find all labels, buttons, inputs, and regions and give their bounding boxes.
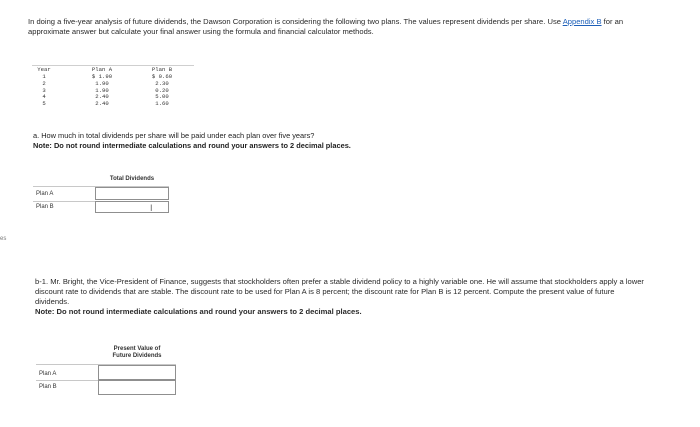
text-cursor-icon: I (150, 203, 153, 213)
question-a-text: a. How much in total dividends per share will be paid under each plan over five years? (33, 131, 315, 140)
year-cell: 2 (42, 79, 46, 87)
question-a-note: Note: Do not round intermediate calculations and round your answers to 2 decimal places. (33, 140, 351, 150)
year-column (32, 67, 56, 108)
intro-text-1: In doing a five-year analysis of future dividends, the Dawson Corporation is considering the following two plans. The values represent dividends per share. Use (28, 17, 563, 26)
question-b1 (35, 277, 647, 317)
plan-b-cell: 5.00 (155, 93, 169, 101)
plan-b-cell: $ 0.60 (151, 73, 173, 80)
present-value-header-line2: Future Dividends (112, 353, 162, 359)
plan-a-label: Plan A (36, 191, 54, 197)
intro-text-2: for an approximate answer but calculate your final answer using the formula and financial calculator methods. (28, 17, 624, 36)
row-divider (36, 380, 98, 381)
total-dividends-header: Total Dividends (109, 176, 155, 182)
plan-a-total-input[interactable] (95, 187, 169, 200)
present-value-header-line1: Present Value of (113, 346, 161, 352)
plan-b-header: Plan B (151, 66, 173, 73)
appendix-b-link[interactable]: Appendix B (562, 17, 602, 26)
question-b1-note: Note: Do not round intermediate calculations and round your answers to 2 decimal places. (35, 307, 362, 316)
plan-a-cell: 2.40 (95, 100, 109, 108)
present-value-header (98, 346, 176, 360)
total-dividends-table (33, 172, 169, 216)
plan-b-cell: 1.60 (155, 100, 169, 108)
question-b1-text: b-1. Mr. Bright, the Vice-President of Finance, suggests that stockholders often prefer a stable dividend policy to a highly variable one. He will assume that stockholders apply a lower discount rate to dividends that are stable. The discount rate to be used for Plan A is 8 percent; the discount rate for Plan B is 12 percent. Compute the present value of future dividends. (35, 277, 644, 306)
present-value-table (36, 343, 176, 399)
plan-a-cell: 1.90 (95, 86, 109, 94)
question-a (33, 131, 633, 150)
plan-b-total-input[interactable] (95, 201, 169, 213)
row-divider (33, 201, 95, 202)
dividend-table (32, 65, 194, 124)
edge-label: es (0, 236, 7, 242)
plan-a-cell: $ 1.90 (91, 73, 113, 80)
plan-a-label: Plan A (39, 371, 57, 377)
plan-a-header: Plan A (91, 66, 113, 73)
year-cell: 5 (42, 100, 46, 108)
year-cell: 3 (42, 86, 46, 94)
plan-a-cell: 1.90 (95, 79, 109, 87)
plan-b-cell: 0.20 (155, 86, 169, 94)
intro-paragraph (28, 17, 643, 37)
plan-b-present-value-input[interactable] (98, 380, 176, 395)
plan-a-present-value-input[interactable] (98, 365, 176, 380)
plan-b-label: Plan B (36, 204, 54, 210)
year-cell: 1 (42, 73, 46, 80)
year-cell: 4 (42, 93, 46, 101)
plan-a-cell: 2.40 (95, 93, 109, 101)
plan-a-column (82, 67, 122, 108)
year-header: Year (37, 66, 51, 73)
plan-b-label: Plan B (39, 384, 57, 390)
plan-b-column (142, 67, 182, 108)
plan-b-cell: 2.30 (155, 79, 169, 87)
